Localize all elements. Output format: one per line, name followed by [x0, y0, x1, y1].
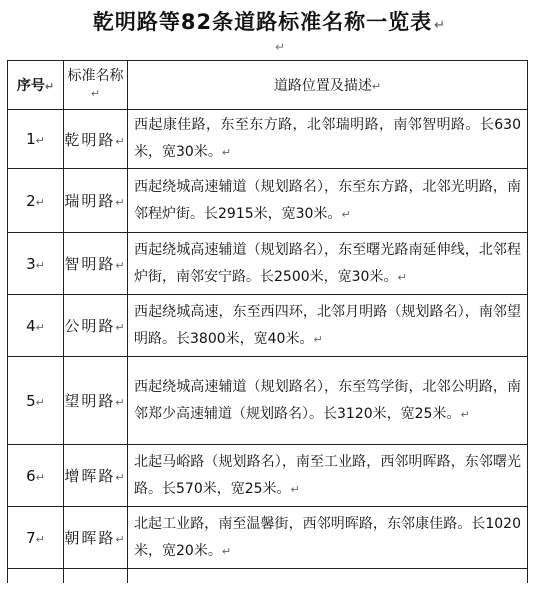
table-row: [8, 445, 528, 507]
row-road-name: 朝晖路↵: [64, 507, 128, 569]
row-road-name: 增晖路↵: [64, 445, 128, 507]
row-number: 5↵: [8, 357, 64, 445]
row-description: 北起工业路，南至温馨街，西邻明晖路，东邻康佳路。长1020米，宽20米。↵: [128, 507, 528, 569]
row-number: 4↵: [8, 295, 64, 357]
row-number: 3↵: [8, 233, 64, 295]
table-row: [8, 357, 528, 445]
row-description: 北起马峪路（规划路名），南至工业路，西邻明晖路，东邻曙光路。长570米，宽25米。↵: [128, 445, 528, 507]
road-names-table: [7, 60, 528, 583]
row-number: 2↵: [8, 169, 64, 233]
table-row: [8, 110, 528, 169]
row-number: 6↵: [8, 445, 64, 507]
table-row: [8, 295, 528, 357]
table-row: [8, 233, 528, 295]
page-title: [0, 6, 539, 36]
table-row: [8, 169, 528, 233]
row-description: 西起绕城高速，东至西四环，北邻月明路（规划路名），南邻望明路。长3800米，宽40米。↵: [128, 295, 528, 357]
row-description: 西起绕城高速辅道（规划路名），东至笃学街，北邻公明路，南邻郑少高速辅道（规划路名）。长3120米，宽25米。↵: [128, 357, 528, 445]
partial-cell: [8, 569, 64, 584]
row-number: 1↵: [8, 110, 64, 169]
paragraph-mark: ↵: [275, 40, 286, 54]
table-row-partial: [8, 569, 528, 584]
row-description: 西起康佳路，东至东方路，北邻瑞明路，南邻智明路。长630米，宽30米。↵: [128, 110, 528, 169]
title-text: 乾明路等82条道路标准名称一览表: [92, 10, 433, 34]
partial-cell: [128, 569, 528, 584]
row-number: 7↵: [8, 507, 64, 569]
row-road-name: 瑞明路↵: [64, 169, 128, 233]
row-road-name: 公明路↵: [64, 295, 128, 357]
table-row: [8, 507, 528, 569]
table-header-row: [8, 61, 528, 110]
row-road-name: 乾明路↵: [64, 110, 128, 169]
row-road-name: 智明路↵: [64, 233, 128, 295]
row-description: 西起绕城高速辅道（规划路名），东至东方路，北邻光明路，南邻程炉街。长2915米，宽30米。↵: [128, 169, 528, 233]
header-number: 序号↵: [8, 61, 64, 110]
header-name: 标准名称↵: [64, 61, 128, 110]
partial-cell: [64, 569, 128, 584]
header-description: 道路位置及描述↵: [128, 61, 528, 110]
table-body: [8, 110, 528, 584]
return-mark: ↵: [434, 18, 447, 33]
row-road-name: 望明路↵: [64, 357, 128, 445]
row-description: 西起绕城高速辅道（规划路名），东至曙光路南延伸线，北邻程炉街，南邻安宁路。长2500米，宽30米。↵: [128, 233, 528, 295]
